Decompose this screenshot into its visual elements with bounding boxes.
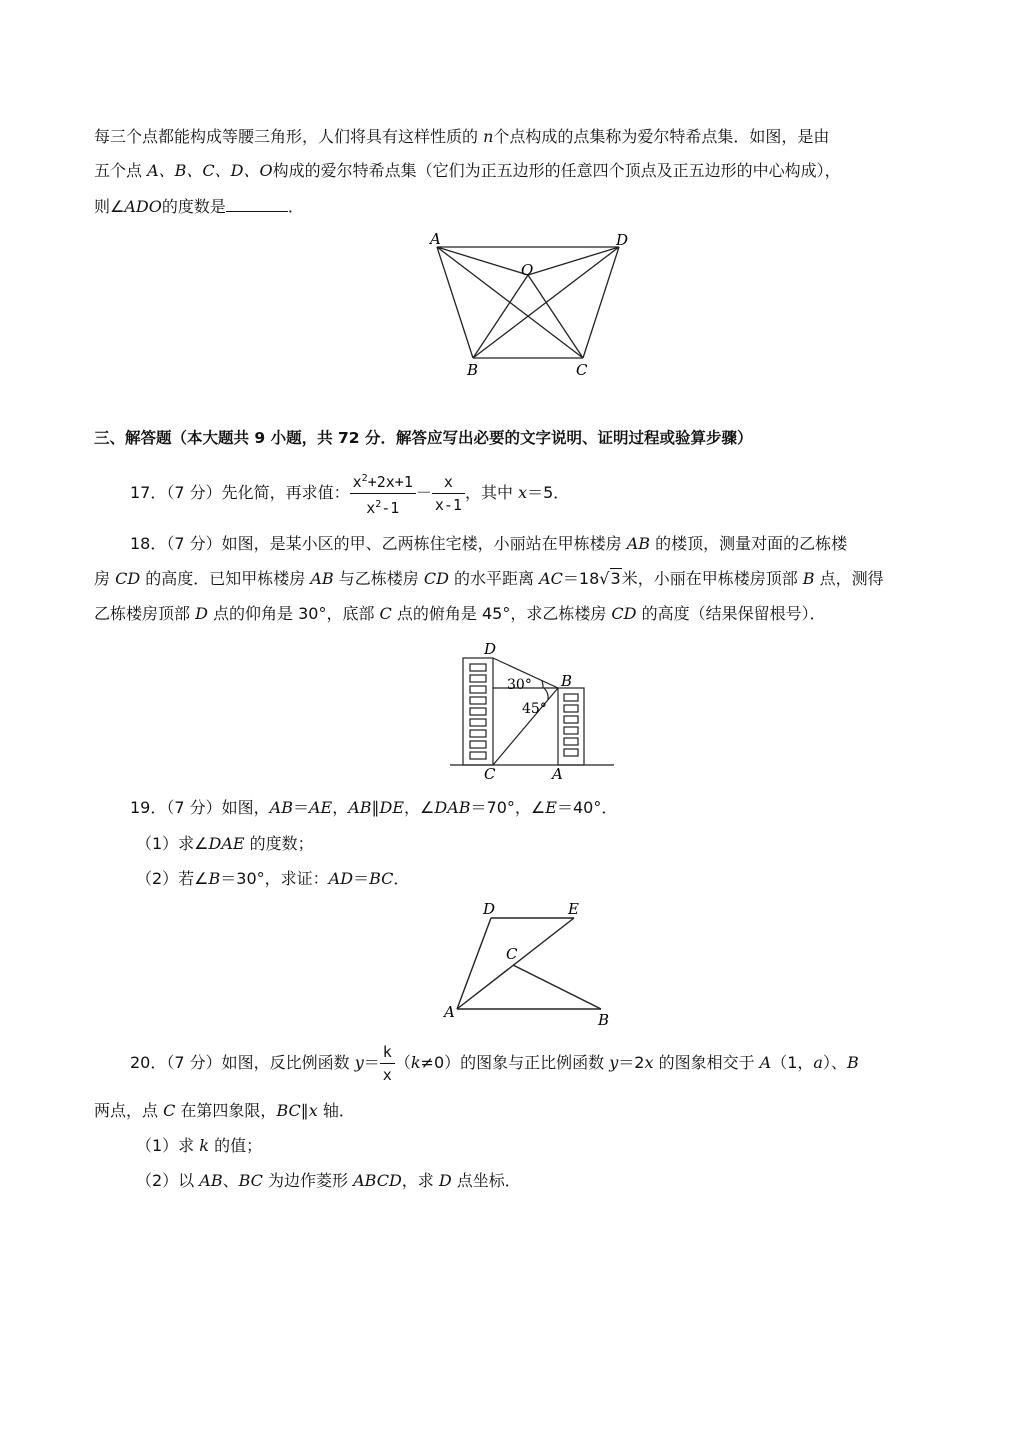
p18-line-2: 房 CD 的高度．已知甲栋楼房 AB 与乙栋楼房 CD 的水平距离 AC＝18√3米，小丽在甲栋楼房顶部 B 点，测得 xyxy=(94,569,884,588)
angle-30-arc xyxy=(542,681,543,688)
label-a: A xyxy=(552,765,563,783)
section-3-heading: 三、解答题（本大题共 9 小题，共 72 分．解答应写出必要的文字说明、证明过程或验算步骤） xyxy=(94,429,753,447)
segment-ob xyxy=(473,275,528,358)
answer-blank[interactable] xyxy=(226,197,288,212)
label-o: O xyxy=(521,261,534,279)
label-e: E xyxy=(568,900,579,918)
p18-line-1: 18．（7 分）如图，是某小区的甲、乙两栋住宅楼，小丽站在甲栋楼房 AB 的楼顶，测量对面的乙栋楼 xyxy=(130,534,848,553)
label-b: B xyxy=(598,1011,610,1029)
segment-dc xyxy=(583,247,619,358)
segment-oc xyxy=(528,275,583,358)
segment-ao xyxy=(437,247,528,275)
fraction-1: $\frac{x^2+2x+1}{x^2-1}$ xyxy=(350,468,416,519)
fraction-2: $\frac{x}{x-1}$ xyxy=(432,471,465,516)
angle-45-arc xyxy=(544,688,548,700)
p20-line-2: 两点，点 C 在第四象限，BC∥x 轴． xyxy=(94,1101,355,1120)
p16-line-1: 每三个点都能构成等腰三角形，人们将具有这样性质的 n个点构成的点集称为爱尔特希点集．如图，是由 xyxy=(94,127,830,146)
label-d: D xyxy=(484,640,497,658)
p18-line-3: 乙栋楼房顶部 D 点的仰角是 30°，底部 C 点的俯角是 45°，求乙栋楼房 CD 的高度（结果保留根号）． xyxy=(94,604,826,623)
erdos-point-set-figure xyxy=(420,225,640,385)
building-cd-windows xyxy=(470,664,486,759)
label-a: A xyxy=(444,1003,455,1021)
fraction-k-over-x: $\frac{k}{x}$ xyxy=(380,1041,395,1086)
label-d: D xyxy=(616,231,629,249)
label-c: C xyxy=(576,361,588,379)
p20-q2: （2）以 AB、BC 为边作菱形 ABCD，求 D 点坐标． xyxy=(136,1171,521,1190)
label-b: B xyxy=(467,361,479,379)
segment-ab xyxy=(437,247,473,358)
label-c: C xyxy=(484,765,496,783)
building-ab-windows xyxy=(564,694,578,756)
label-45: 45° xyxy=(522,701,547,717)
segment-cb xyxy=(513,965,601,1009)
p17-line: 17．（7 分）先化简，再求值： $\frac{x^2+2x+1}{x^2-1}$ － $\frac{x}{x-1}$ ，其中 x＝5． xyxy=(130,468,569,519)
segment-do xyxy=(528,247,619,275)
p16-line-3: 则∠ADO的度数是 ． xyxy=(94,197,304,216)
label-c: C xyxy=(506,945,518,963)
label-a: A xyxy=(430,230,441,248)
label-30: 30° xyxy=(507,677,532,693)
buildings-figure xyxy=(448,638,618,783)
p19-line-1: 19．（7 分）如图，AB＝AE，AB∥DE，∠DAB＝70°，∠E＝40°． xyxy=(130,798,618,817)
label-b: B xyxy=(561,672,573,690)
p20-line-1: 20．（7 分）如图，反比例函数 y＝ $\frac{k}{x}$ （k≠0）的图象与正比例函数 y＝2x 的图象相交于 A（1，a）、B xyxy=(130,1043,859,1084)
p19-q2: （2）若∠B＝30°，求证：AD＝BC． xyxy=(136,869,410,888)
p19-q1: （1）求∠DAE 的度数； xyxy=(136,834,314,853)
building-cd xyxy=(463,658,493,765)
p16-line-2: 五个点 A、B、C、D、O构成的爱尔特希点集（它们为正五边形的任意四个顶点及正五边形的中心构成）， xyxy=(94,161,841,180)
label-d: D xyxy=(483,900,496,918)
triangle-figure-19 xyxy=(440,895,620,1030)
p20-q1: （1）求 k 的值； xyxy=(136,1136,263,1155)
